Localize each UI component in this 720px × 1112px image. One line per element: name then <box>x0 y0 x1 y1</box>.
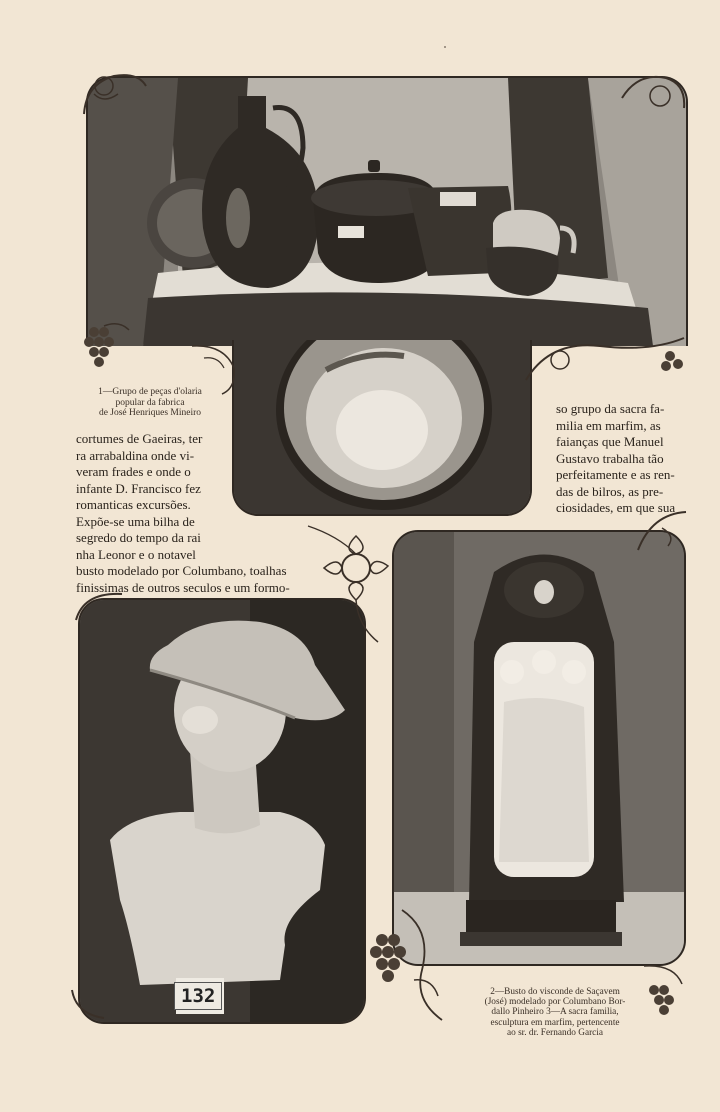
text-line: das de bilros, as pre- <box>556 483 664 499</box>
article-text-right <box>556 401 682 517</box>
text-line: ra arrabaldina onde vi- <box>76 447 195 463</box>
bust-number-tag: 132 <box>174 982 222 1010</box>
photo1-caption-line: popular da fabrica <box>115 397 185 408</box>
bowl-photo-image <box>234 340 530 514</box>
pottery-photo-image <box>88 78 686 346</box>
text-line: milia em marfim, as <box>556 417 661 433</box>
floral-ornament-icon <box>184 338 244 398</box>
text-line: faianças que Manuel <box>556 434 664 449</box>
text-line: Expõe-se uma bilha de <box>76 513 195 529</box>
photo1-caption-line: 1—Grupo de peças d'olaria <box>98 387 202 397</box>
floral-ornament-icon <box>520 330 690 390</box>
photo-pottery-bowl <box>232 340 532 516</box>
text-line: busto modelado por Columbano, toalhas <box>76 563 287 578</box>
text-line: Gustavo trabalha tão <box>556 450 664 466</box>
photo1-caption-line: de José Henriques Mineiro <box>98 408 202 418</box>
text-line: so grupo da sacra fa- <box>556 401 665 416</box>
text-line: nha Leonor e o notavel <box>76 546 196 562</box>
text-line: veram frades e onde o <box>76 464 191 479</box>
caption-line: 2—Busto do visconde de Saçavem <box>490 987 620 997</box>
text-line: finissimas de outros seculos e um formo- <box>76 579 290 595</box>
photo-bust <box>78 598 366 1024</box>
floral-ornament-icon <box>298 516 408 646</box>
text-line: segredo do tempo da rai <box>76 530 201 545</box>
text-line: perfeitamente e as ren- <box>556 467 675 482</box>
bust-photo-image <box>80 600 364 1022</box>
photo-pottery-group <box>86 76 688 346</box>
floral-ornament-icon <box>66 984 110 1024</box>
article-text-left <box>76 431 222 563</box>
text-line: romanticas excursões. <box>76 497 191 512</box>
grape-cluster-icon <box>634 960 690 1030</box>
floral-ornament-icon <box>632 506 692 558</box>
text-line: ciosidades, em que sua <box>556 500 676 515</box>
floral-ornament-icon <box>618 68 690 128</box>
caption-line: dallo Pinheiro 3—A sacra familia, <box>491 1007 619 1018</box>
text-line: cortumes de Gaeiras, ter <box>76 431 203 446</box>
caption-line: ao sr. dr. Fernando Garcia <box>506 1027 604 1038</box>
caption-line: esculptura em marfim, pertencente <box>490 1017 620 1028</box>
grape-cluster-icon <box>352 900 452 1028</box>
grape-cluster-icon <box>74 318 134 384</box>
floral-ornament-icon <box>74 64 154 124</box>
floral-ornament-icon <box>70 586 130 626</box>
photo2-3-caption <box>450 987 660 1038</box>
caption-line: (José) modelado por Columbano Bor- <box>484 997 626 1008</box>
text-line: infante D. Francisco fez <box>76 480 201 496</box>
paper-speck <box>444 46 446 48</box>
